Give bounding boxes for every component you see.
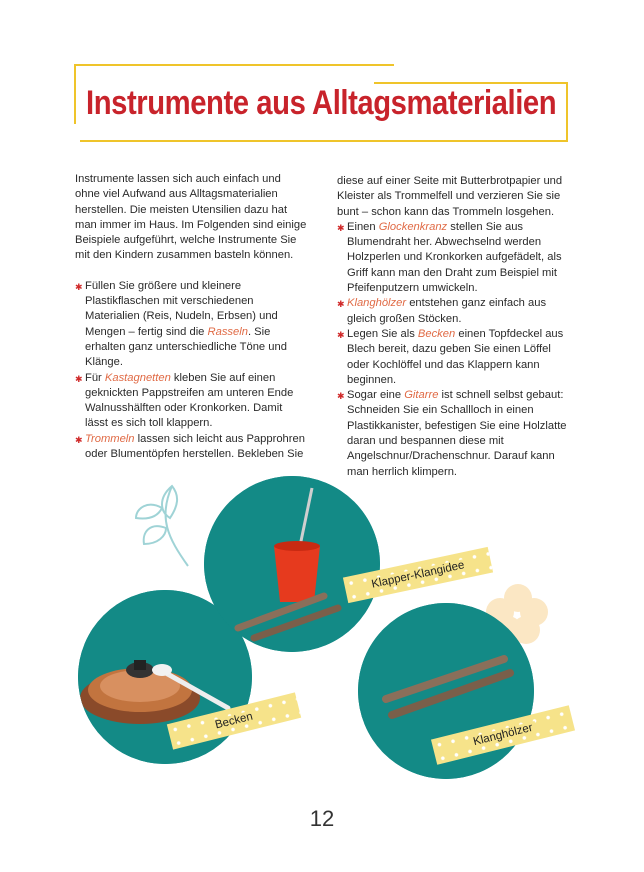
instrument-list [75, 279, 307, 463]
star-bullet-icon: ✱ [75, 281, 83, 292]
label-tape-klapper: Klapper-Klangidee [343, 547, 493, 603]
star-bullet-icon: ✱ [337, 329, 345, 340]
list-item: ✱ Trommeln lassen sich leicht aus Papprohren oder Blumentöpfen herstellen. Bekleben Sie [75, 432, 305, 461]
star-bullet-icon: ✱ [75, 373, 83, 384]
star-bullet-icon: ✱ [337, 299, 345, 310]
list-item: ✱ Füllen Sie größere und kleinere Plastikflaschen mit verschiedenen Materialien (Reis, Nudeln, Erbsen) und Mengen – fertig sind die Rasseln. Sie erhalten ganz unterschiedliche Töne und Klänge. [75, 279, 287, 369]
instrument-list-continued [337, 220, 569, 480]
continuation-text: diese auf einer Seite mit Butterbrotpapier und Kleister als Trommelfell und verzieren Sie sie bunt – schon kann das Trommeln losgehen. [337, 175, 563, 218]
frame-line [74, 64, 394, 66]
star-bullet-icon: ✱ [337, 391, 345, 402]
page-title: Instrumente aus Alltagsmaterialien [86, 84, 557, 122]
star-bullet-icon: ✱ [337, 222, 345, 233]
page-number: 12 [309, 806, 335, 831]
photo-klapper-klangidee [204, 476, 380, 652]
leaf-doodle-icon [128, 478, 208, 568]
frame-line [566, 82, 568, 142]
photo-collage [0, 460, 644, 790]
intro-paragraph: Instrumente lassen sich auch einfach und ohne viel Aufwand aus Alltagsmaterialien herstellen. Die meisten Utensilien dazu hat man immer im Haus. Im Folgenden sind einige Beispiele aufgeführt, welche Instrumente Sie mit den Kindern zusammen basteln können. [75, 173, 307, 262]
list-item: ✱ Klanghölzer entstehen ganz einfach aus gleich großen Stöcken. [337, 297, 547, 325]
label-tape-klanghoelzer: Klanghölzer [431, 705, 575, 765]
text-column-right [337, 174, 569, 480]
frame-line [74, 64, 76, 124]
cup-and-sticks-image [204, 476, 380, 652]
text-column-left [75, 172, 307, 462]
star-bullet-icon: ✱ [75, 434, 83, 445]
list-item: ✱ Für Kastagnetten kleben Sie auf einen geknickten Pappstreifen am unteren Ende Walnusshälften oder Kronkorken. Damit lässt es sich toll klappern. [75, 371, 294, 430]
frame-line [80, 140, 568, 142]
list-item: ✱ Sogar eine Gitarre ist schnell selbst gebaut: Schneiden Sie ein Schallloch in einen Plastikkanister, befestigen Sie eine Holzlatte daran und bespannen diese mit Angelschnur/Drachenschnur. Darauf kann man herrlich klimpern. [337, 389, 567, 478]
list-item: ✱ Legen Sie als Becken einen Topfdeckel aus Blech bereit, dazu geben Sie einen Löffel oder Kochlöffel und das Klappern kann beginnen. [337, 327, 564, 386]
title-frame [74, 64, 574, 146]
list-item: ✱ Einen Glockenkranz stellen Sie aus Blumendraht her. Abwechselnd werden Holzperlen und Kronkorken aufgefädelt, als Griff kann man den Draht zum Beispiel mit Pfeifenputzern umwickeln. [337, 220, 562, 295]
label-tape-becken: Becken [167, 692, 301, 749]
